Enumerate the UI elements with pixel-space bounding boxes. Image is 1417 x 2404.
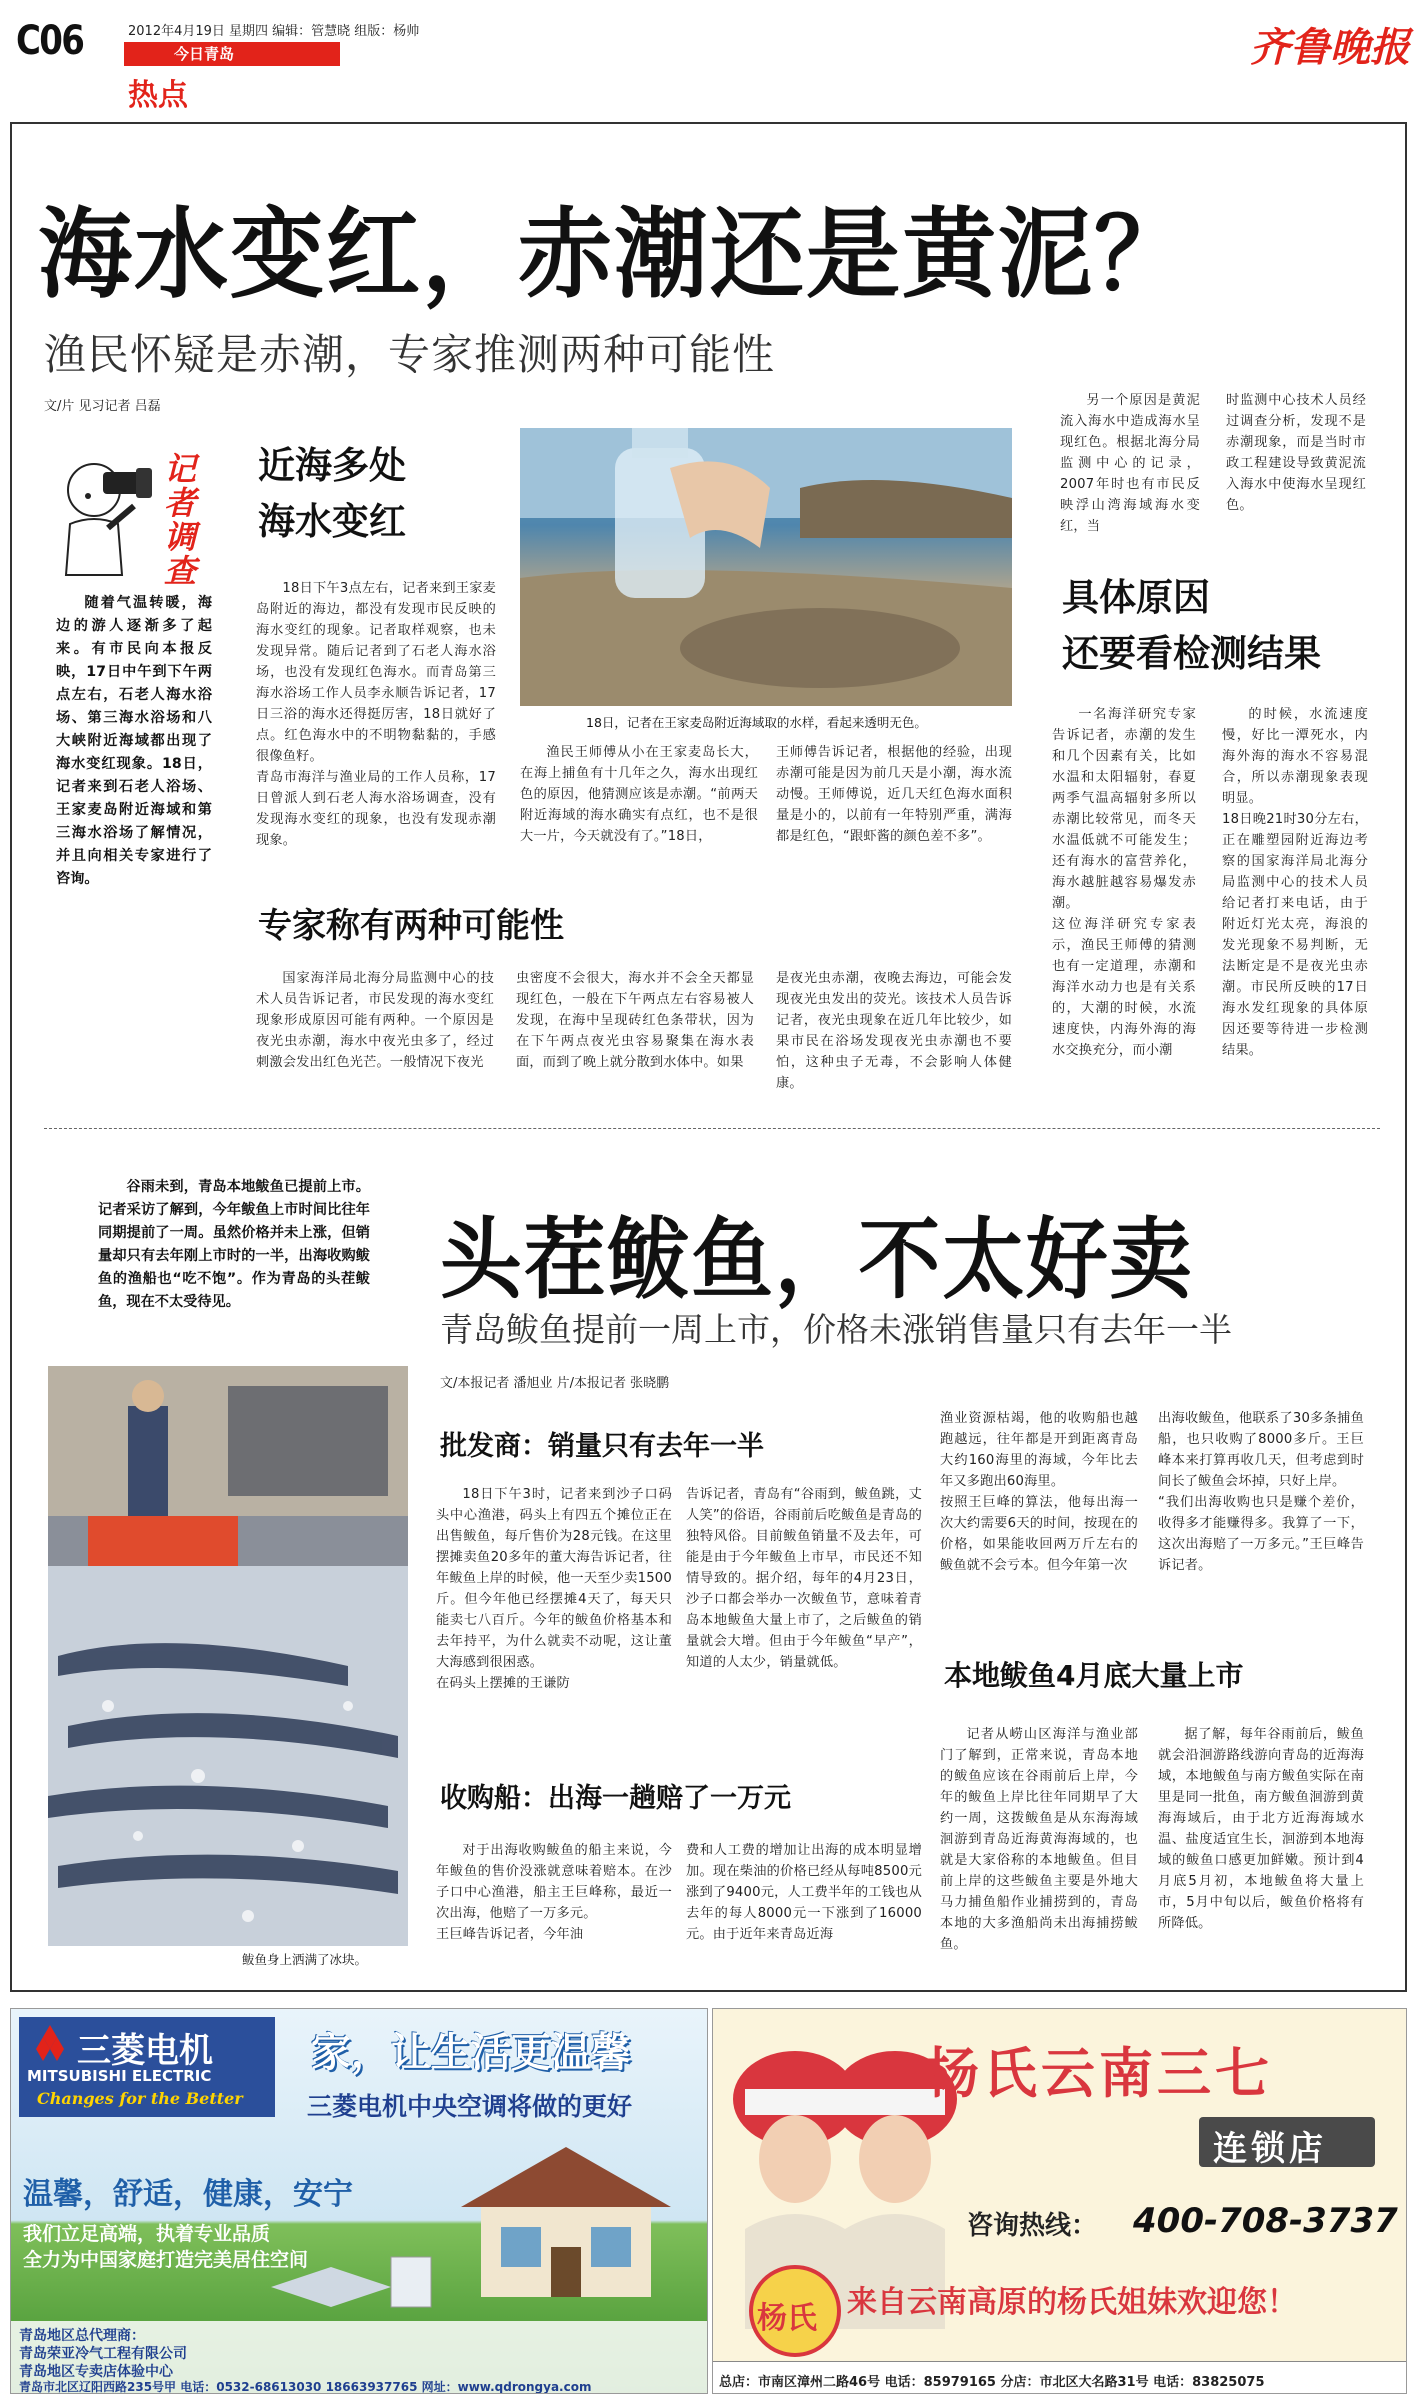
article1-col1: 18日下午3点左右，记者来到王家麦岛附近的海边，都没有发现市民反映的海水变红的现象。记者取样观察，也未发现异常。随后记者到了石老人海水浴场，也没有发现红色海水。而青岛第三海水浴场工作人员李永顺告诉记者，17日三浴的海水还得挺厉害，18日就好了点。红色海水中的不明物黏黏的，手感很像鱼籽。 青岛市海洋与渔业局的工作人员称，17日曾派人到石老人海水浴场调查，没有发现海水变红的现象，也没有发现赤潮现象。 <box>256 581 496 848</box>
ac-units-illustration <box>271 2247 441 2317</box>
ad-left-contact-1: 青岛地区总代理商： <box>19 2328 145 2344</box>
yangshi-chain-text: 连锁店 <box>1213 2129 1327 2169</box>
article2-c4: 费和人工费的增加让出海的成本明显增加。现在柴油的价格已经从每吨8500元涨到了9400元，人工费半年的工钱也从去年的每人8000元一下涨到了16000元。由于近年来青岛近海 <box>686 1843 922 1942</box>
mitsubishi-brand: 三菱电机 <box>77 2031 213 2071</box>
article2-head-3: 本地鲅鱼4月底大量上市 <box>944 1659 1244 1692</box>
article1-title: 海水变红，赤潮还是黄泥？ <box>38 198 1191 312</box>
yangshi-footer: 总店：市南区漳州二路46号 电话：85979165 分店：市北区大名路31号 电话：83825075 <box>719 2375 1265 2390</box>
mitsubishi-brand-en: MITSUBISHI ELECTRIC <box>27 2067 212 2085</box>
section-tag <box>124 42 340 66</box>
article1-col2: 渔民王师傅从小在王家麦岛长大，在海上捕鱼有十几年之久，海水出现红色的原因，他猜测应该是赤潮。“前两天附近海域的海水确实有点红，也不是很大一片，今天就没有了。”18日， <box>520 745 758 844</box>
section-tag-text: 今日青岛 <box>174 45 235 63</box>
section-title: 热点 <box>128 78 188 113</box>
yangshi-brand: 杨氏云南三七 <box>925 2041 1273 2105</box>
article2-c6: 出海收鲅鱼，他联系了30多条捕鱼船，也只收购了8000多斤。王巨峰本来打算再收几天，但考虑到时间长了鲅鱼会坏掉，只好上岸。 “我们出海收购也只是赚个差价，收得多才能赚得多。我算了一下，这次出海赔了一万多元。”王巨峰告诉记者。 <box>1158 1411 1364 1573</box>
article2-byline: 文/本报记者 潘旭业 片/本报记者 张晓鹏 <box>440 1376 670 1391</box>
article2-head-2: 收购船：出海一趟赔了一万元 <box>440 1783 791 1814</box>
article1-head-2: 专家称有两种可能性 <box>258 906 564 946</box>
article1-head-1: 近海多处 海水变红 <box>258 444 406 543</box>
article1-col6: 是夜光虫赤潮，夜晚去海边，可能会发现夜光虫发出的荧光。该技术人员告诉记者，夜光虫现象在近几年比较少，如果市民在浴场发现夜光虫赤潮也不要怕，这种虫子无毒，不会影响人体健康。 <box>776 971 1012 1091</box>
article2-c8: 据了解，每年谷雨前后，鲅鱼就会沿洄游路线游向青岛的近海海域，本地鲅鱼与南方鲅鱼实际在南里是同一批鱼，南方鲅鱼洄游到黄海海域后，由于北方近海海域水温、盐度适宜生长，洄游到本地海域的鲅鱼口感更加鲜嫩。预计到4月底5月初，本地鲅鱼将大量上市，5月中旬以后，鲅鱼价格将有所降低。 <box>1158 1727 1364 1931</box>
article1-col5: 虫密度不会很大，海水并不会全天都显现红色，一般在下午两点左右容易被人发现，在海中呈现砖红色条带状，因为在下午两点夜光虫容易聚集在海水表面，而到了晚上就分散到水体中。如果 <box>516 971 754 1070</box>
article2-c7: 记者从崂山区海洋与渔业部门了解到，正常来说，青岛本地的鲅鱼应该在谷雨前后上岸，今年的鲅鱼上岸比往年同期早了大约一周，这拨鲅鱼是从东海海域洄游到青岛近海黄海海域的，也就是大家俗称的本地鲅鱼。但目前上岸的这些鲅鱼主要是外地大马力捕鱼船作业捕捞到的，青岛本地的大多渔船尚未出海捕捞鲅鱼。 <box>940 1727 1138 1952</box>
article1-byline: 文/片 见习记者 吕磊 <box>44 399 161 414</box>
ad-left-pitch-1: 我们立足高端，执着专业品质 <box>23 2223 271 2245</box>
article2-subtitle: 青岛鲅鱼提前一周上市，价格未涨销售量只有去年一半 <box>440 1310 1232 1349</box>
article2-lead: 谷雨未到，青岛本地鲅鱼已提前上市。记者采访了解到，今年鲅鱼上市时间比往年同期提前了一周。虽然价格并未上涨，但销量却只有去年刚上市时的一半，出海收购鲅鱼的渔船也“吃不饱”。作为青岛的头茬鲅鱼，现在不太受待见。 <box>98 1179 370 1310</box>
ad-left-contact-3: 青岛地区专卖店体验中心 <box>19 2364 173 2380</box>
ad-left-contact-4: 青岛市北区辽阳西路235号甲 电话：0532-68613030 18663937765 网址：www.qdrongya.com <box>19 2380 592 2394</box>
paper-name: 齐鲁晚报 <box>1250 24 1410 71</box>
yangshi-ad <box>712 2008 1407 2394</box>
article2-c3: 对于出海收购鲅鱼的船主来说，今年鲅鱼的售价没涨就意味着赔本。在沙子口中心渔港，船主王巨峰称，最近一次出海，他赔了一万多元。 王巨峰告诉记者，今年油 <box>436 1843 672 1942</box>
reporter-badge: 记者调查 <box>164 450 197 590</box>
mitsubishi-ad <box>10 2008 708 2394</box>
mitsubishi-tagline: Changes for the Better <box>37 2089 243 2108</box>
page-number: C06 <box>16 18 84 64</box>
article1-col10: 的时候，水流速度慢，好比一潭死水，内海外海的海水不容易混合，所以赤潮现象表现明显。 18日晚21时30分左右，正在雕塑园附近海边考察的国家海洋局北海分局监测中心的技术人员给记者打来电话，由于附近灯光太亮，海浪的发光现象不易判断，无法断定是不是夜光虫赤潮。市民所反映的17日海水发红现象的具体原因还要等待进一步检测结果。 <box>1222 707 1368 1058</box>
yangshi-hotline-label: 咨询热线： <box>967 2211 1098 2241</box>
ad-left-contact-2: 青岛荣亚冷气工程有限公司 <box>19 2346 187 2362</box>
article1-col3: 王师傅告诉记者，根据他的经验，出现赤潮可能是因为前几天是小潮，海水流动慢。王师傅说，近几天红色海水面积量是小的，以前有一年特别严重，满海都是红色，“跟虾酱的颜色差不多”。 <box>776 745 1012 844</box>
article2-c5: 渔业资源枯竭，他的收购船也越跑越远，往年都是开到距离青岛大约160海里的海域，今年比去年又多跑出60海里。 按照王巨峰的算法，他每出海一次大约需要6天的时间，按现在的价格，如果能收回两万斤左右的鲅鱼就不会亏本。但今年第一次 <box>940 1411 1138 1573</box>
date-line: 2012年4月19日 星期四 编辑：管慧晓 组版：杨帅 <box>128 24 420 39</box>
water-sample-caption: 18日，记者在王家麦岛附近海域取的水样，看起来透明无色。 <box>586 715 927 730</box>
yangshi-hotline: 400-708-3737 <box>1133 2201 1398 2241</box>
article1-subtitle: 渔民怀疑是赤潮，专家推测两种可能性 <box>44 330 776 379</box>
article2-title: 头茬鲅鱼，不太好卖 <box>440 1208 1194 1311</box>
mitsubishi-diamonds-icon <box>27 2025 73 2065</box>
article1-col4: 国家海洋局北海分局监测中心的技术人员告诉记者，市民发现的海水变红现象形成原因可能有两种。一个原因是夜光虫赤潮，海水中夜光虫多了，经过刺激会发出红色光芒。一般情况下夜光 <box>256 971 494 1070</box>
mackerel-photo <box>48 1366 408 1946</box>
article1-col7: 另一个原因是黄泥流入海水中造成海水呈现红色。根据北海分局监测中心的记录，2007年时也有市民反映浮山湾海域海水变红，当 <box>1060 393 1200 534</box>
article-separator <box>44 1128 1380 1129</box>
article1-col9: 一名海洋研究专家告诉记者，赤潮的发生和几个因素有关，比如水温和太阳辐射，春夏两季气温高辐射多所以赤潮比较常见，而冬天水温低就不可能发生；还有海水的富营养化，海水越脏越容易爆发赤潮。 这位海洋研究专家表示，渔民王师傅的猜测也有一定道理，赤潮和海洋水动力也是有关系的，大潮的时候，水流速度快，内海外海的海水交换充分，而小潮 <box>1052 707 1196 1058</box>
ad-left-values: 温馨，舒适，健康，安宁 <box>23 2177 353 2212</box>
yangshi-logo-text: 杨氏 <box>757 2301 817 2336</box>
article2-head-1: 批发商：销量只有去年一半 <box>440 1431 764 1462</box>
ad-left-subslogan: 三菱电机中央空调将做的更好 <box>307 2092 633 2121</box>
yangshi-welcome: 来自云南高原的杨氏姐妹欢迎您！ <box>847 2285 1297 2320</box>
water-sample-photo <box>520 428 1012 706</box>
article1-col8: 时监测中心技术人员经过调查分析，发现不是赤潮现象，而是当时市政工程建设导致黄泥流入海水中使海水呈现红色。 <box>1226 393 1366 513</box>
ad-left-pitch-2: 全力为中国家庭打造完美居住空间 <box>23 2249 309 2271</box>
mackerel-caption: 鲅鱼身上洒满了冰块。 <box>242 1952 368 1967</box>
article1-head-3: 具体原因 还要看检测结果 <box>1062 576 1321 675</box>
house-illustration <box>441 2137 691 2297</box>
reporter-icon <box>48 450 158 580</box>
article2-c1: 18日下午3时，记者来到沙子口码头中心渔港，码头上有四五个摊位正在出售鲅鱼，每斤售价为28元钱。在这里摆摊卖鱼20多年的董大海告诉记者，往年鲅鱼上岸的时候，他一天至少卖1500斤。但今年他已经摆摊4天了，每天只能卖七八百斤。今年的鲅鱼价格基本和去年持平，为什么就卖不动呢，这让董大海感到很困惑。 在码头上摆摊的王谦防 <box>436 1487 672 1691</box>
article2-c2: 告诉记者，青岛有“谷雨到，鲅鱼跳，丈人笑”的俗语，谷雨前后吃鲅鱼是青岛的独特风俗。目前鲅鱼销量不及去年，可能是由于今年鲅鱼上市早，市民还不知情导致的。据介绍，每年的4月23日，沙子口都会举办一次鲅鱼节，意味着青岛本地鲅鱼大量上市了，之后鲅鱼的销量就会大增。但由于今年鲅鱼“早产”，知道的人太少，销量就低。 <box>686 1487 922 1670</box>
ad-left-slogan: 家，让生活更温馨 <box>311 2030 631 2076</box>
article1-lead: 随着气温转暖，海边的游人逐渐多了起来。有市民向本报反映，17日中午到下午两点左右，石老人海水浴场、第三海水浴场和八大峡附近海域都出现了海水变红现象。18日，记者来到石老人浴场、王家麦岛附近海域和第三海水浴场了解情况，并且向相关专家进行了咨询。 <box>56 595 212 887</box>
